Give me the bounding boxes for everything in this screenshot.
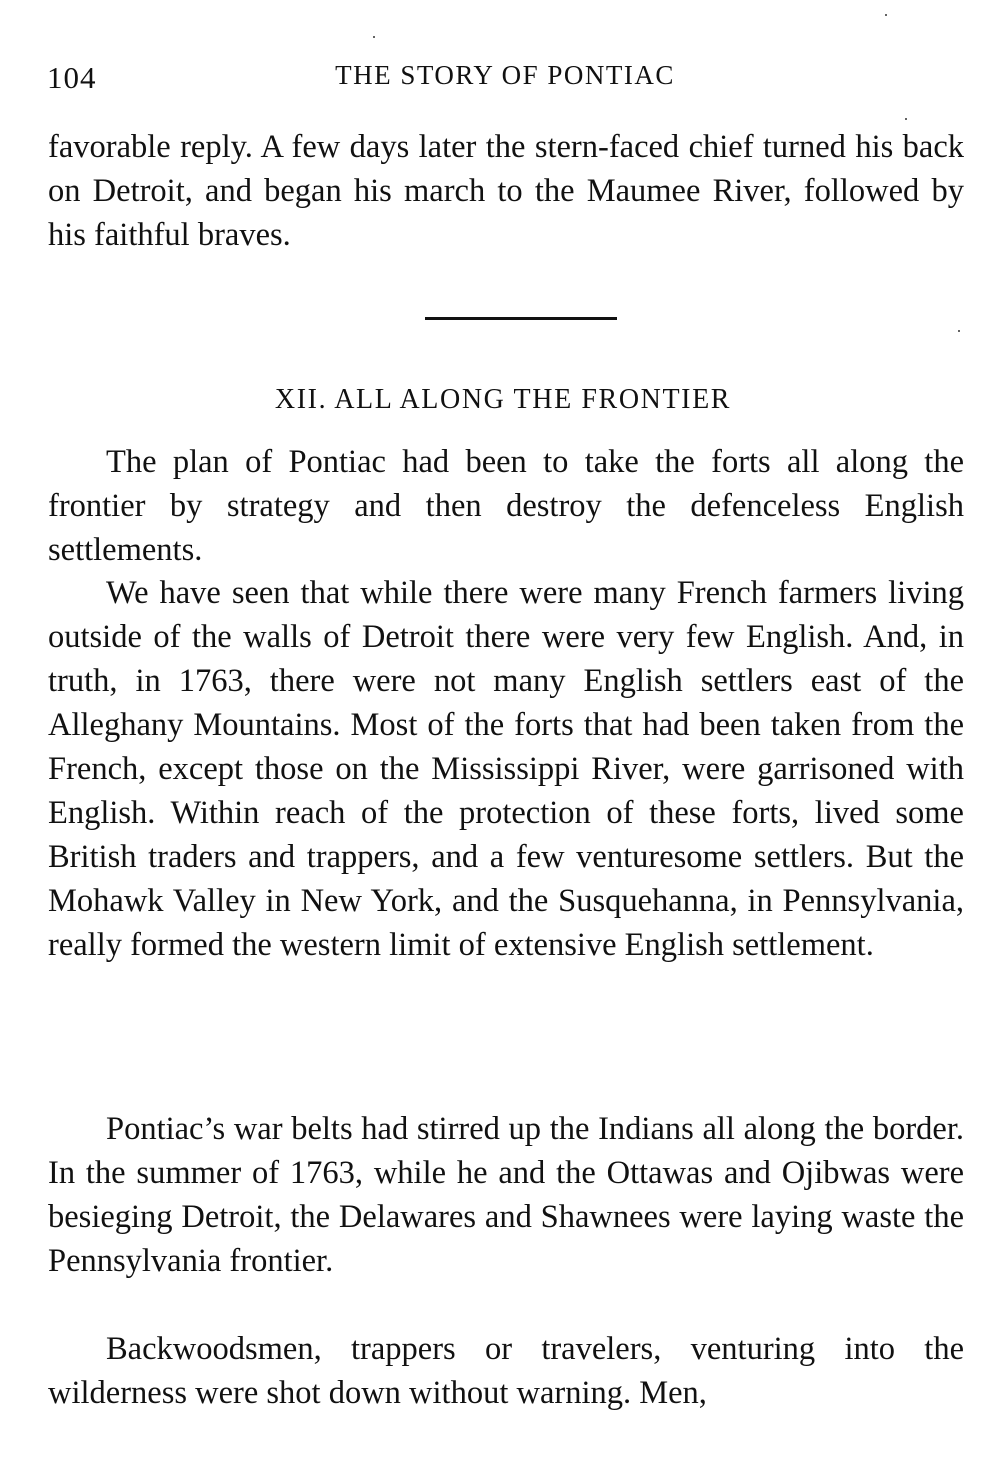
scan-speck xyxy=(958,330,960,332)
section-divider xyxy=(425,317,617,320)
section-heading: XII. ALL ALONG THE FRONTIER xyxy=(274,384,732,415)
page-number: 104 xyxy=(47,60,97,95)
paragraph: Backwoodsmen, trappers or travelers, venturing into the wilderness were shot down without warning. Men, xyxy=(48,1331,964,1411)
paragraph: Pontiac’s war belts had stirred up the Indians all along the border. In the summer of 1763, while he and the Ottawas and Ojibwas were besieging Detroit, the Delawares and Shawnees were laying waste the Pennsylvania frontier. xyxy=(48,1111,964,1279)
scan-speck xyxy=(373,36,375,38)
running-title: THE STORY OF PONTIAC xyxy=(335,60,675,90)
paragraph: The plan of Pontiac had been to take the forts all along the frontier by strategy and then destroy the defenceless English settlements. xyxy=(48,444,964,568)
scan-speck xyxy=(905,118,907,120)
paragraph-continued: favorable reply. A few days later the stern-faced chief turned his back on Detroit, and began his march to the Maumee River, followed by his faithful braves. xyxy=(48,129,964,253)
paragraph: We have seen that while there were many French farmers living outside of the walls of Detroit there were very few English. And, in truth, in 1763, there were not many English settlers east of the Alleghany Mountains. Most of the forts that had been taken from the French, except those on the Mississippi River, were garrisoned with English. Within reach of the protection of these forts, lived some British traders and trappers, and a few venturesome settlers. But the Mohawk Valley in New York, and the Susquehanna, in Pennsylvania, really formed the western limit of extensive English settlement. xyxy=(48,575,964,963)
scan-speck xyxy=(885,14,887,16)
